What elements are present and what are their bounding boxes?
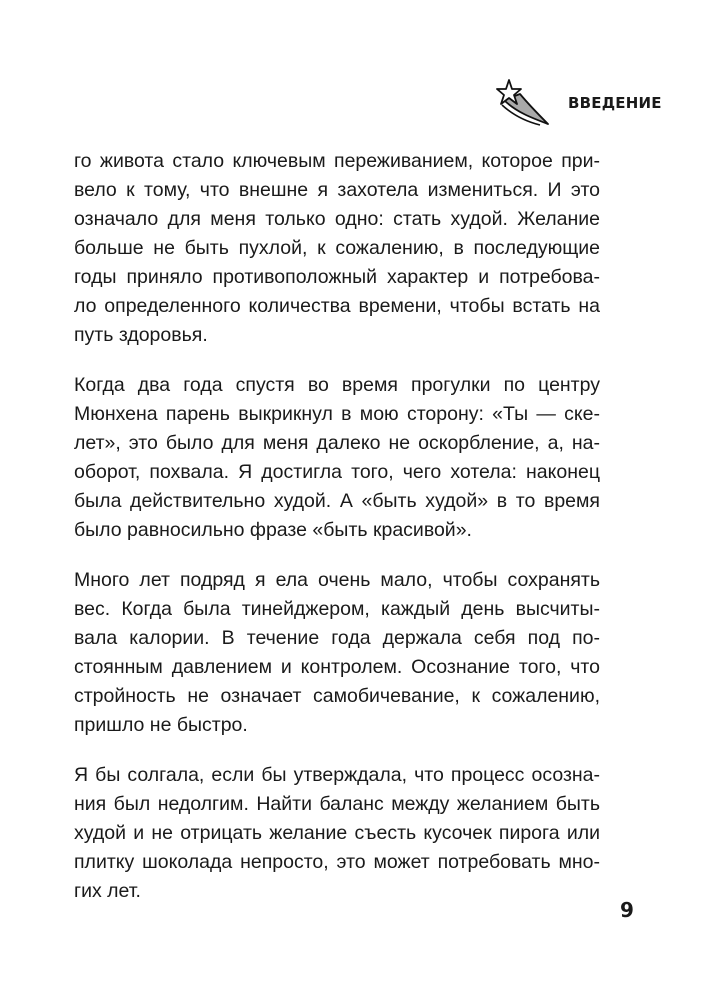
- text-line: го живота стало ключевым переживанием, которое при-: [74, 150, 600, 172]
- text-line: лет», это было для меня далеко не оскорбление, а, на-: [74, 432, 600, 454]
- text-line: вело к тому, что внешне я захотела измениться. И это: [74, 179, 600, 201]
- text-line: означало для меня только одно: стать худой. Желание: [74, 208, 600, 230]
- text-line: была действительно худой. А «быть худой» в то время: [74, 490, 600, 512]
- section-title: ВВЕДЕНИЕ: [568, 94, 662, 112]
- text-line: плитку шоколада непросто, это может потребовать мно-: [74, 851, 600, 873]
- paragraph-2: [74, 371, 600, 545]
- text-line: Я бы солгала, если бы утверждала, что процесс осозна-: [74, 764, 600, 786]
- text-line: стоянным давлением и контролем. Осознание того, что: [74, 656, 600, 678]
- text-line: Мюнхена парень выкрикнул в мою сторону: «Ты — ске-: [74, 403, 600, 425]
- text-line: вала калории. В течение года держала себя под по-: [74, 627, 600, 649]
- text-line: стройность не означает самобичевание, к сожалению,: [74, 685, 600, 707]
- text-line: годы приняло противоположный характер и потребова-: [74, 266, 600, 288]
- paragraph-1: [74, 147, 600, 350]
- text-line: больше не быть пухлой, к сожалению, в последующие: [74, 237, 600, 259]
- text-line: было равносильно фразе «быть красивой».: [74, 519, 472, 541]
- text-line: худой и не отрицать желание съесть кусочек пирога или: [74, 822, 600, 844]
- text-line: вес. Когда была тинейджером, каждый день высчиты-: [74, 598, 600, 620]
- text-line: гих лет.: [74, 880, 141, 902]
- text-line: Когда два года спустя во время прогулки по центру: [74, 374, 600, 396]
- shooting-star-icon: [490, 78, 552, 126]
- text-line: путь здоровья.: [74, 324, 208, 346]
- page-number: 9: [620, 898, 634, 922]
- text-line: оборот, похвала. Я достигла того, чего хотела: наконец: [74, 461, 600, 483]
- paragraph-4: [74, 761, 600, 906]
- body-text: [74, 147, 600, 927]
- running-header: [490, 78, 660, 128]
- text-line: пришло не быстро.: [74, 714, 248, 736]
- paragraph-3: [74, 566, 600, 740]
- text-line: ния был недолгим. Найти баланс между желанием быть: [74, 793, 600, 815]
- text-line: ло определенного количества времени, чтобы встать на: [74, 295, 600, 317]
- text-line: Много лет подряд я ела очень мало, чтобы сохранять: [74, 569, 600, 591]
